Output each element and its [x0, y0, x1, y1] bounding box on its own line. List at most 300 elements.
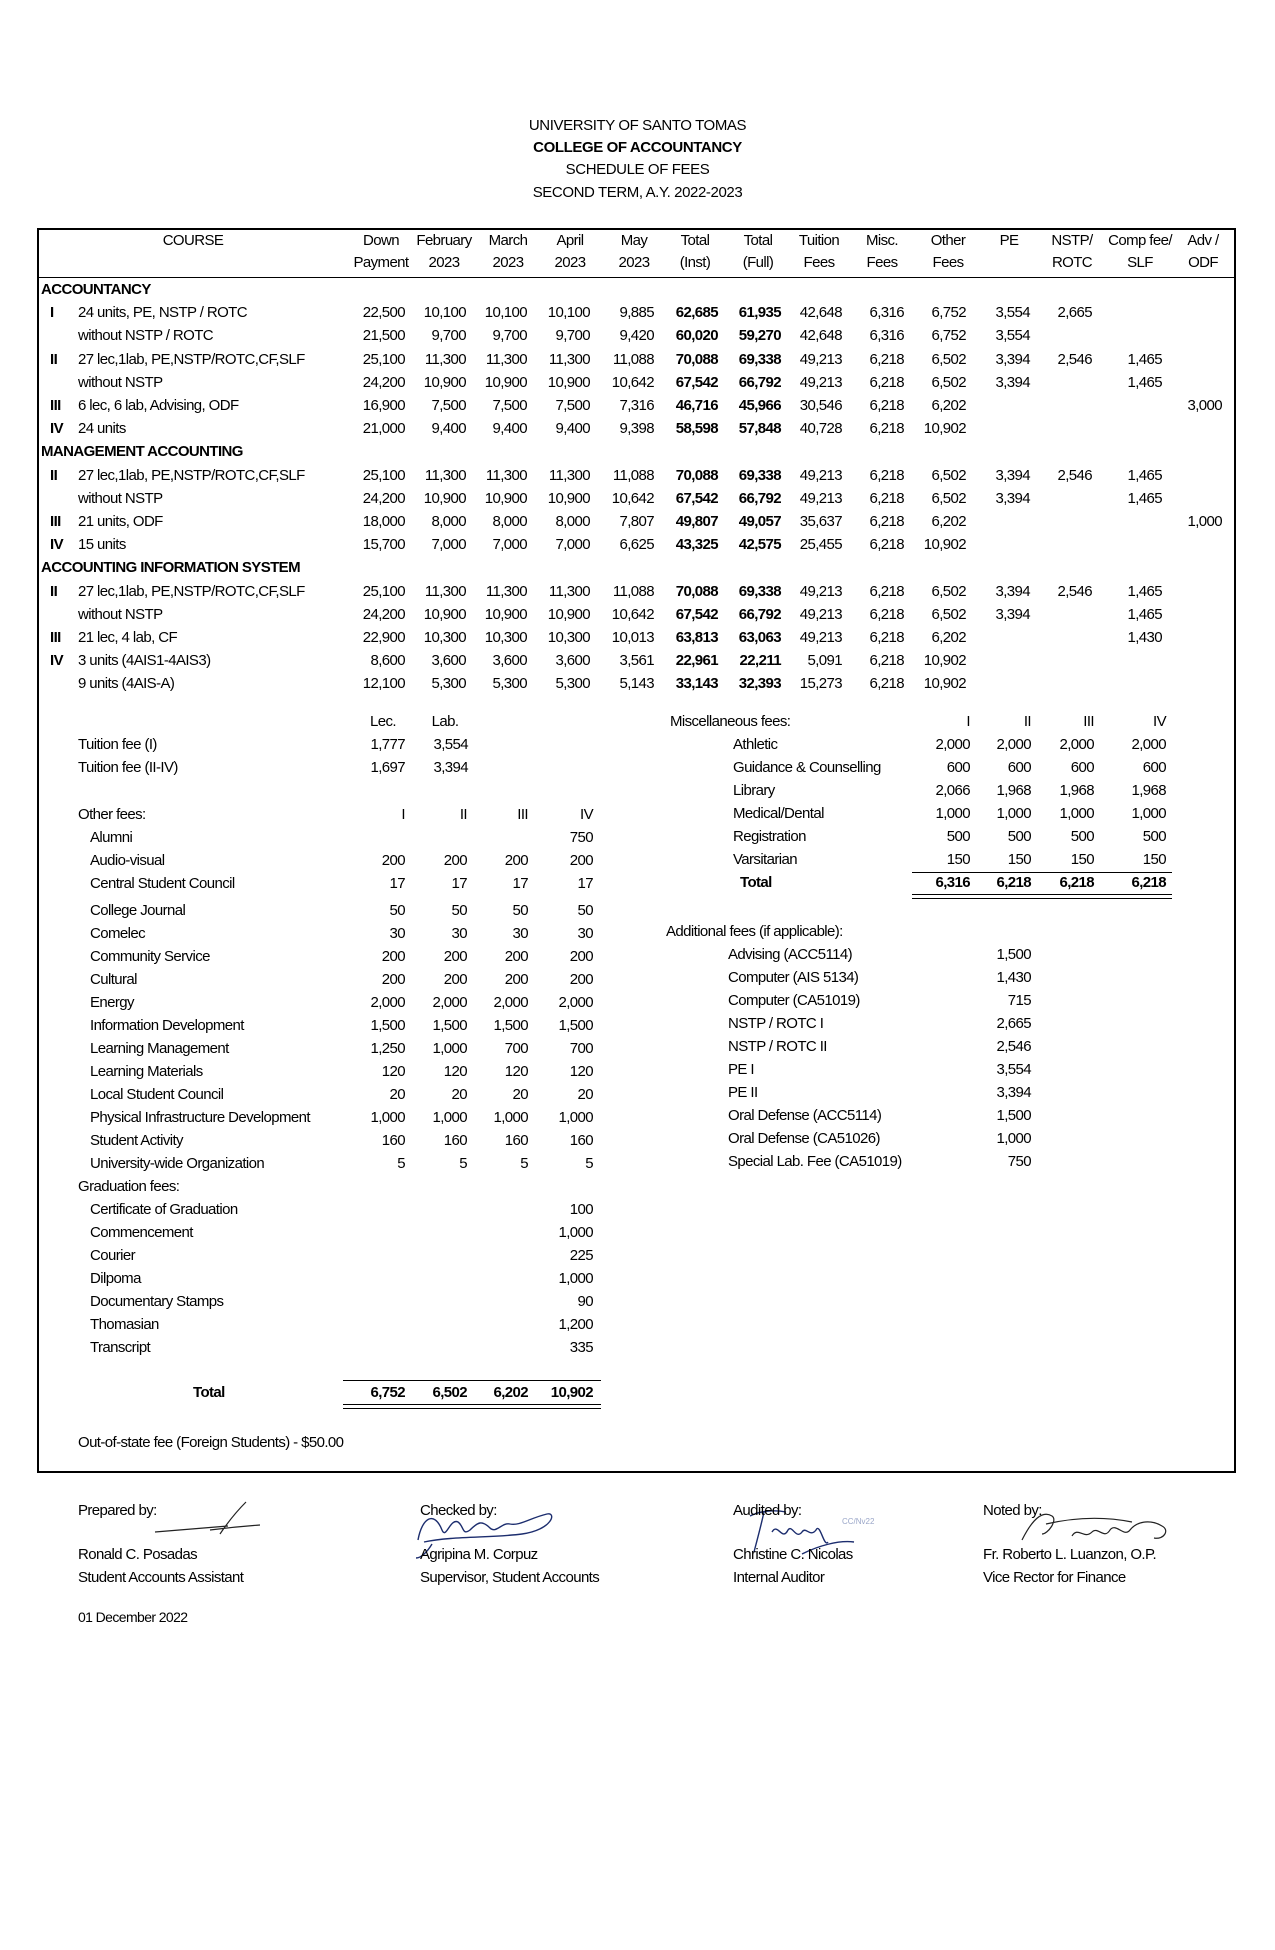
- misc-fee-value: 600: [1007, 759, 1031, 776]
- column-header-bottom: Fees: [803, 254, 835, 271]
- column-header-bottom: 2023: [618, 254, 650, 271]
- column-header-top: Comp fee/: [1108, 232, 1172, 249]
- fee-cell: 3,394: [995, 582, 1030, 600]
- other-fee-value: 200: [381, 852, 405, 869]
- misc-fee-value: 1,000: [1131, 805, 1166, 822]
- graduation-fee-value: 225: [569, 1247, 593, 1264]
- misc-fee-value: 1,000: [996, 805, 1031, 822]
- additional-fee-value: 1,500: [996, 946, 1031, 963]
- fee-cell: 11,300: [548, 466, 590, 484]
- year-level: IV: [50, 536, 63, 554]
- fee-cell: 1,465: [1127, 582, 1162, 600]
- year-level: II: [50, 466, 58, 484]
- fee-cell: 3,561: [619, 652, 654, 670]
- additional-fee-value: 2,665: [996, 1015, 1031, 1032]
- other-fee-value: 17: [577, 875, 593, 892]
- signatory-role: Checked by:: [420, 1502, 497, 1519]
- graduation-fee-value: 1,000: [558, 1224, 593, 1241]
- column-header-bottom: 2023: [554, 254, 586, 271]
- graduation-fee-value: 1,200: [558, 1316, 593, 1333]
- fee-cell: 10,902: [923, 652, 966, 670]
- fee-cell: 8,000: [492, 513, 527, 530]
- fee-cell: 6,625: [619, 536, 654, 554]
- tuition-lab-value: 3,554: [433, 736, 468, 753]
- other-fee-value: 200: [569, 852, 593, 869]
- graduation-fee-value: 100: [569, 1201, 593, 1218]
- other-fee-value: 120: [443, 1063, 467, 1080]
- fee-cell: 6,218: [869, 350, 904, 368]
- fee-cell: 10,013: [611, 629, 654, 646]
- misc-fee-value: 600: [1142, 759, 1166, 776]
- fee-cell: 7,000: [492, 536, 527, 554]
- additional-fee-value: 1,000: [996, 1130, 1031, 1147]
- fee-cell: 62,685: [675, 304, 718, 322]
- column-header-bottom: ROTC: [1051, 254, 1093, 271]
- fee-cell: 70,088: [675, 582, 718, 600]
- fee-cell: 11,300: [485, 350, 527, 368]
- misc-fees-year-header: III: [1083, 713, 1094, 730]
- fee-cell: 10,900: [547, 605, 590, 623]
- fee-cell: 49,807: [675, 513, 718, 530]
- other-fee-value: 200: [569, 971, 593, 988]
- other-fees-total-value: 6,202: [493, 1384, 528, 1401]
- term-label: SECOND TERM, A.Y. 2022-2023: [532, 184, 743, 201]
- fee-cell: 6,218: [869, 373, 904, 391]
- other-fee-label: Cultural: [90, 971, 137, 988]
- other-fees-total-value: 6,502: [432, 1384, 467, 1401]
- other-fee-value: 17: [451, 875, 467, 892]
- fee-cell: 69,338: [738, 466, 781, 484]
- column-header-top: Down: [363, 232, 399, 249]
- other-fee-label: Alumni: [90, 829, 133, 846]
- misc-fees-total-rule: [912, 872, 1172, 873]
- fee-cell: 9,400: [555, 420, 590, 438]
- signatory-role: Prepared by:: [78, 1502, 157, 1519]
- fee-cell: 7,500: [431, 397, 466, 414]
- fee-cell: 59,270: [738, 327, 781, 345]
- other-fee-value: 50: [451, 902, 467, 919]
- course-description: 9 units (4AIS-A): [78, 675, 175, 693]
- fee-cell: 58,598: [675, 420, 718, 438]
- course-description: without NSTP: [78, 373, 163, 391]
- fee-cell: 1,430: [1127, 629, 1162, 646]
- fee-cell: 12,100: [362, 675, 405, 693]
- other-fees-year-header: I: [401, 806, 405, 823]
- fee-cell: 10,900: [547, 373, 590, 391]
- fee-cell: 11,300: [424, 350, 466, 368]
- fee-cell: 1,465: [1127, 605, 1162, 623]
- fee-cell: 21,000: [362, 420, 405, 438]
- course-description: 24 units: [78, 420, 126, 438]
- other-fee-value: 700: [504, 1040, 528, 1057]
- column-header-top: Total: [743, 232, 773, 249]
- fee-cell: 18,000: [362, 513, 405, 530]
- fee-cell: 69,338: [738, 350, 781, 368]
- fee-cell: 7,500: [555, 397, 590, 414]
- other-fee-label: University-wide Organization: [90, 1155, 265, 1172]
- fee-cell: 67,542: [675, 373, 718, 391]
- fee-cell: 21,500: [362, 327, 405, 345]
- other-fee-value: 160: [381, 1132, 405, 1149]
- other-fee-label: Student Activity: [90, 1132, 183, 1149]
- foreign-student-note: Out-of-state fee (Foreign Students) - $50.00: [78, 1434, 344, 1451]
- additional-fee-label: Computer (AIS 5134): [728, 969, 859, 986]
- fee-cell: 25,100: [362, 350, 405, 368]
- other-fee-value: 1,500: [370, 1017, 405, 1034]
- misc-fee-value: 500: [1142, 828, 1166, 845]
- column-header-top: PE: [999, 232, 1019, 249]
- fee-cell: 11,300: [548, 350, 590, 368]
- fee-cell: 7,000: [555, 536, 590, 554]
- fee-cell: 11,300: [424, 582, 466, 600]
- fee-cell: 22,500: [362, 304, 405, 322]
- tuition-header-lec: Lec.: [370, 713, 396, 730]
- column-header-bottom: SLF: [1127, 254, 1153, 271]
- other-fee-value: 2,000: [558, 994, 593, 1011]
- other-fee-value: 2,000: [493, 994, 528, 1011]
- other-fee-value: 200: [569, 948, 593, 965]
- signatory-title: Student Accounts Assistant: [78, 1569, 244, 1586]
- fee-cell: 70,088: [675, 466, 718, 484]
- misc-fee-value: 2,000: [1059, 736, 1094, 753]
- other-fee-label: Community Service: [90, 948, 210, 965]
- course-description: 15 units: [78, 536, 126, 554]
- fee-cell: 3,394: [995, 350, 1030, 368]
- other-fee-label: Central Student Council: [90, 875, 235, 892]
- course-description: without NSTP: [78, 489, 163, 507]
- fee-cell: 66,792: [738, 373, 781, 391]
- tuition-lec-value: 1,697: [370, 759, 405, 776]
- fee-cell: 3,000: [1187, 397, 1222, 414]
- year-level: I: [50, 304, 54, 322]
- fee-cell: 10,900: [484, 373, 527, 391]
- misc-fee-label: Registration: [733, 828, 806, 845]
- other-fee-value: 20: [512, 1086, 528, 1103]
- misc-fee-value: 600: [946, 759, 970, 776]
- fee-cell: 32,393: [738, 675, 781, 693]
- misc-fee-value: 1,000: [1059, 805, 1094, 822]
- misc-fees-total-label: Total: [740, 874, 772, 891]
- misc-fees-total-value: 6,218: [996, 874, 1031, 891]
- column-header-top: Adv /: [1187, 232, 1219, 249]
- fee-cell: 6,218: [869, 397, 904, 414]
- misc-fee-value: 500: [946, 828, 970, 845]
- fee-cell: 22,961: [675, 652, 718, 670]
- misc-fees-year-header: IV: [1153, 713, 1166, 730]
- column-header-top: Tuition: [798, 232, 840, 249]
- other-fees-year-header: IV: [580, 806, 593, 823]
- fee-cell: 40,728: [799, 420, 842, 438]
- misc-fee-value: 1,968: [996, 782, 1031, 799]
- graduation-fee-label: Courier: [90, 1247, 135, 1264]
- other-fees-total-rule: [343, 1380, 601, 1381]
- misc-fee-value: 500: [1070, 828, 1094, 845]
- other-fee-value: 30: [577, 925, 593, 942]
- other-fee-value: 200: [381, 971, 405, 988]
- fee-cell: 6,502: [931, 582, 966, 600]
- fee-cell: 3,394: [995, 466, 1030, 484]
- fee-cell: 9,700: [431, 327, 466, 345]
- misc-fee-value: 2,000: [996, 736, 1031, 753]
- fee-cell: 25,455: [799, 536, 842, 554]
- fee-cell: 42,648: [799, 327, 842, 345]
- fee-cell: 6,218: [869, 513, 904, 530]
- fee-cell: 8,000: [431, 513, 466, 530]
- other-fee-value: 30: [389, 925, 405, 942]
- fee-cell: 9,700: [555, 327, 590, 345]
- other-fee-value: 50: [389, 902, 405, 919]
- misc-fees-total-value: 6,316: [935, 874, 970, 891]
- other-fee-value: 5: [585, 1155, 593, 1172]
- fee-cell: 33,143: [675, 675, 718, 693]
- course-description: 21 lec, 4 lab, CF: [78, 629, 178, 646]
- fee-cell: 2,546: [1057, 582, 1092, 600]
- year-level: III: [50, 397, 61, 414]
- fee-cell: 69,338: [738, 582, 781, 600]
- fee-cell: 49,213: [799, 350, 842, 368]
- signatory-title: Internal Auditor: [733, 1569, 825, 1586]
- fee-cell: 11,088: [612, 466, 654, 484]
- additional-fee-label: NSTP / ROTC II: [728, 1038, 827, 1055]
- section-heading: MANAGEMENT ACCOUNTING: [41, 443, 243, 461]
- fee-cell: 2,546: [1057, 466, 1092, 484]
- other-fee-value: 1,000: [558, 1109, 593, 1126]
- other-fee-label: Learning Management: [90, 1040, 229, 1057]
- misc-fee-value: 2,000: [935, 736, 970, 753]
- fee-cell: 6,218: [869, 582, 904, 600]
- misc-fee-label: Athletic: [733, 736, 778, 753]
- fee-cell: 6,502: [931, 489, 966, 507]
- fee-cell: 3,554: [995, 304, 1030, 322]
- additional-fee-label: Special Lab. Fee (CA51019): [728, 1153, 902, 1170]
- fee-cell: 49,057: [738, 513, 781, 530]
- column-header-bottom: (Inst): [679, 254, 711, 271]
- additional-fees-title: Additional fees (if applicable):: [666, 923, 843, 940]
- fee-cell: 9,400: [492, 420, 527, 438]
- fee-cell: 49,213: [799, 605, 842, 623]
- additional-fee-value: 715: [1007, 992, 1031, 1009]
- fee-cell: 9,885: [619, 304, 654, 322]
- other-fee-value: 2,000: [432, 994, 467, 1011]
- fee-cell: 15,700: [362, 536, 405, 554]
- signatory-title: Vice Rector for Finance: [983, 1569, 1126, 1586]
- fee-cell: 24,200: [362, 489, 405, 507]
- column-header-bottom: 2023: [428, 254, 460, 271]
- fee-cell: 3,554: [995, 327, 1030, 345]
- fee-cell: 10,902: [923, 675, 966, 693]
- svg-text:CC/Nv22: CC/Nv22: [842, 1517, 875, 1526]
- misc-fees-year-header: II: [1023, 713, 1031, 730]
- fee-cell: 42,575: [738, 536, 781, 554]
- tuition-lab-value: 3,394: [433, 759, 468, 776]
- fee-cell: 9,400: [431, 420, 466, 438]
- fee-cell: 6,218: [869, 466, 904, 484]
- fee-cell: 22,211: [739, 652, 781, 670]
- tuition-header-lab: Lab.: [431, 713, 459, 730]
- signatory-role: Noted by:: [983, 1502, 1042, 1519]
- fee-cell: 10,642: [611, 605, 654, 623]
- fee-cell: 9,700: [492, 327, 527, 345]
- fee-cell: 46,716: [675, 397, 718, 414]
- misc-fees-total-value: 6,218: [1059, 874, 1094, 891]
- section-heading: ACCOUNTANCY: [41, 281, 151, 298]
- other-fee-value: 5: [397, 1155, 405, 1172]
- fee-cell: 7,500: [492, 397, 527, 414]
- column-header-top: April: [556, 232, 584, 249]
- column-header-bottom: Fees: [932, 254, 964, 271]
- fee-cell: 1,465: [1127, 489, 1162, 507]
- additional-fee-value: 3,394: [996, 1084, 1031, 1101]
- year-level: III: [50, 629, 61, 646]
- fee-cell: 63,063: [738, 629, 781, 646]
- graduation-fee-label: Documentary Stamps: [90, 1293, 224, 1310]
- fee-cell: 11,300: [485, 466, 527, 484]
- fee-cell: 6,218: [869, 420, 904, 438]
- fee-cell: 11,300: [548, 582, 590, 600]
- fee-cell: 49,213: [799, 629, 842, 646]
- column-header-bottom: ODF: [1188, 254, 1218, 271]
- year-level: IV: [50, 420, 63, 438]
- additional-fee-label: PE I: [728, 1061, 754, 1078]
- fee-cell: 49,213: [799, 373, 842, 391]
- course-description: 6 lec, 6 lab, Advising, ODF: [78, 397, 239, 414]
- fee-cell: 49,213: [799, 489, 842, 507]
- fee-cell: 10,900: [484, 489, 527, 507]
- other-fee-label: Local Student Council: [90, 1086, 224, 1103]
- column-header-bottom: (Full): [742, 254, 774, 271]
- misc-fee-value: 150: [946, 851, 970, 868]
- column-header-top: NSTP/: [1051, 232, 1093, 249]
- course-description: without NSTP: [78, 605, 163, 623]
- year-level: II: [50, 582, 58, 600]
- column-header-top: Total: [680, 232, 710, 249]
- fee-cell: 10,100: [423, 304, 466, 322]
- misc-fees-title: Miscellaneous fees:: [670, 713, 791, 730]
- column-header-top: February: [416, 232, 472, 249]
- other-fee-value: 17: [389, 875, 405, 892]
- course-description: 27 lec,1lab, PE,NSTP/ROTC,CF,SLF: [78, 582, 305, 600]
- header-rule: [38, 277, 1235, 278]
- college-name: COLLEGE OF ACCOUNTANCY: [533, 139, 742, 156]
- fee-cell: 67,542: [675, 605, 718, 623]
- other-fees-total-value: 10,902: [550, 1384, 593, 1401]
- column-header-bottom: Payment: [353, 254, 409, 271]
- misc-fees-total-double-rule: [912, 894, 1172, 899]
- fee-cell: 5,143: [619, 675, 654, 693]
- other-fee-value: 30: [512, 925, 528, 942]
- signatory-name: Fr. Roberto L. Luanzon, O.P.: [983, 1546, 1157, 1563]
- fee-cell: 67,542: [675, 489, 718, 507]
- fee-cell: 3,394: [995, 373, 1030, 391]
- other-fee-value: 750: [569, 829, 593, 846]
- fee-cell: 10,100: [547, 304, 590, 322]
- other-fees-year-header: II: [459, 806, 467, 823]
- other-fee-value: 17: [512, 875, 528, 892]
- university-name: UNIVERSITY OF SANTO TOMAS: [528, 117, 747, 134]
- other-fee-value: 200: [381, 948, 405, 965]
- document-title: SCHEDULE OF FEES: [565, 161, 710, 178]
- other-fee-value: 30: [451, 925, 467, 942]
- other-fee-value: 2,000: [370, 994, 405, 1011]
- fee-cell: 6,218: [869, 536, 904, 554]
- fee-cell: 11,088: [612, 582, 654, 600]
- column-header-top: COURSE: [162, 232, 224, 249]
- other-fee-value: 1,500: [432, 1017, 467, 1034]
- other-fee-value: 5: [459, 1155, 467, 1172]
- other-fee-value: 1,500: [493, 1017, 528, 1034]
- other-fee-value: 1,000: [493, 1109, 528, 1126]
- fee-cell: 6,316: [869, 304, 904, 322]
- fee-cell: 10,900: [423, 489, 466, 507]
- misc-fee-value: 150: [1142, 851, 1166, 868]
- graduation-fee-label: Commencement: [90, 1224, 193, 1241]
- graduation-fee-label: Transcript: [90, 1339, 151, 1356]
- additional-fee-label: PE II: [728, 1084, 758, 1101]
- fee-cell: 8,600: [370, 652, 405, 670]
- other-fee-value: 1,250: [370, 1040, 405, 1057]
- other-fee-value: 160: [569, 1132, 593, 1149]
- signatory-title: Supervisor, Student Accounts: [420, 1569, 600, 1586]
- fee-cell: 10,902: [923, 536, 966, 554]
- issue-date: 01 December 2022: [78, 1609, 188, 1625]
- other-fee-label: Comelec: [90, 925, 145, 942]
- fee-cell: 11,300: [424, 466, 466, 484]
- course-description: without NSTP / ROTC: [78, 327, 214, 345]
- other-fees-title: Other fees:: [78, 806, 146, 823]
- fee-cell: 66,792: [738, 489, 781, 507]
- misc-fee-value: 2,066: [935, 782, 970, 799]
- column-header-top: Other: [930, 232, 966, 249]
- course-description: 27 lec,1lab, PE,NSTP/ROTC,CF,SLF: [78, 350, 305, 368]
- other-fee-value: 200: [504, 971, 528, 988]
- misc-fee-label: Guidance & Counselling: [733, 759, 881, 776]
- column-header-bottom: 2023: [492, 254, 524, 271]
- additional-fee-value: 1,430: [996, 969, 1031, 986]
- column-header-bottom: Fees: [866, 254, 898, 271]
- other-fee-value: 120: [569, 1063, 593, 1080]
- fee-cell: 10,900: [547, 489, 590, 507]
- fee-cell: 6,502: [931, 373, 966, 391]
- fee-cell: 6,218: [869, 605, 904, 623]
- fee-cell: 10,100: [484, 304, 527, 322]
- fee-cell: 10,300: [484, 629, 527, 646]
- fee-cell: 3,394: [995, 489, 1030, 507]
- graduation-fee-label: Certificate of Graduation: [90, 1201, 238, 1218]
- fee-cell: 6,202: [931, 629, 966, 646]
- fee-cell: 10,900: [423, 373, 466, 391]
- fee-cell: 6,202: [931, 397, 966, 414]
- fee-cell: 35,637: [799, 513, 842, 530]
- other-fee-value: 20: [389, 1086, 405, 1103]
- misc-fee-value: 500: [1007, 828, 1031, 845]
- fee-cell: 6,502: [931, 350, 966, 368]
- fee-cell: 42,648: [799, 304, 842, 322]
- additional-fee-label: Advising (ACC5114): [728, 946, 852, 963]
- other-fee-value: 200: [443, 852, 467, 869]
- fee-cell: 5,300: [431, 675, 466, 693]
- other-fee-value: 1,500: [558, 1017, 593, 1034]
- fee-cell: 16,900: [362, 397, 405, 414]
- additional-fee-label: Computer (CA51019): [728, 992, 860, 1009]
- misc-fee-value: 1,968: [1059, 782, 1094, 799]
- fee-cell: 6,218: [869, 675, 904, 693]
- fee-cell: 1,465: [1127, 350, 1162, 368]
- fee-cell: 66,792: [738, 605, 781, 623]
- column-header-top: May: [620, 232, 648, 249]
- fee-cell: 10,642: [611, 373, 654, 391]
- other-fee-value: 1,000: [432, 1109, 467, 1126]
- fee-cell: 6,202: [931, 513, 966, 530]
